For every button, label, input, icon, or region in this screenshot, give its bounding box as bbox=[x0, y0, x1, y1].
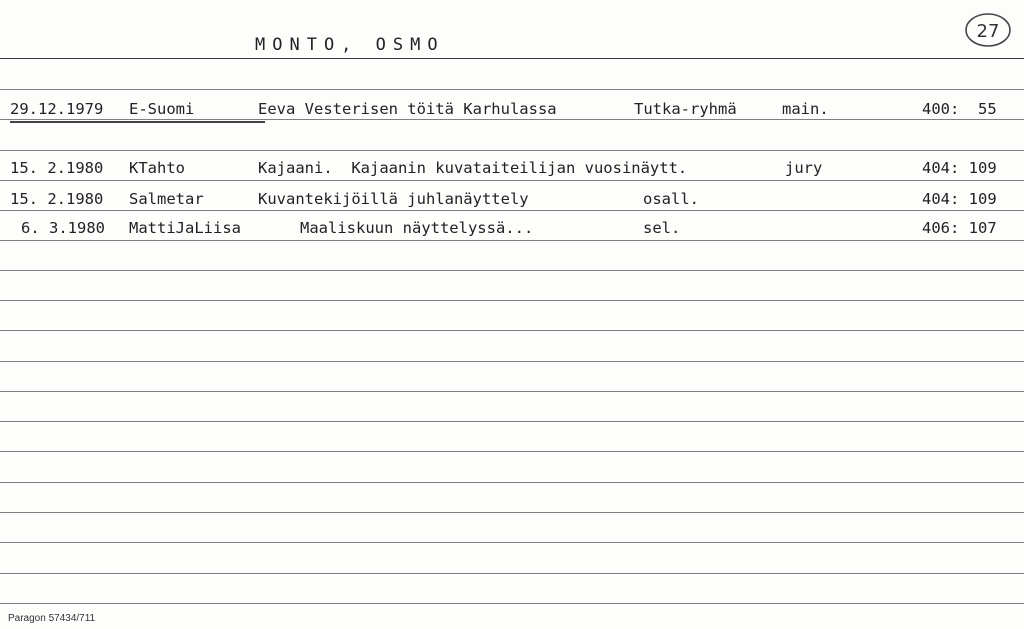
rule-line bbox=[0, 210, 1024, 211]
entry-reference: 400: 55 bbox=[922, 100, 997, 118]
entry-reference: 406: 107 bbox=[922, 219, 997, 237]
rule-line bbox=[0, 300, 1024, 301]
rule-line bbox=[0, 330, 1024, 331]
entry-date: 15. 2.1980 bbox=[10, 159, 104, 177]
rule-line bbox=[0, 421, 1024, 422]
card-number-text: 27 bbox=[976, 21, 1000, 42]
rule-line bbox=[0, 361, 1024, 362]
entry-date: 6. 3.1980 bbox=[21, 219, 105, 237]
entry-title: Eeva Vesterisen töitä Karhulassa bbox=[258, 100, 557, 118]
entry-date: 15. 2.1980 bbox=[10, 190, 104, 208]
entry-reference: 404: 109 bbox=[922, 190, 997, 208]
entry-source: Salmetar bbox=[129, 190, 204, 208]
rule-line bbox=[0, 391, 1024, 392]
card-number-stamp bbox=[962, 12, 1012, 48]
rule-line bbox=[0, 240, 1024, 241]
entry-reference: 404: 109 bbox=[922, 159, 997, 177]
rule-line bbox=[0, 270, 1024, 271]
entry-title: Maaliskuun näyttelyssä... bbox=[300, 219, 534, 237]
entry-date: 29.12.1979 bbox=[10, 100, 104, 118]
rule-line bbox=[0, 119, 1024, 120]
form-code: Paragon 57434/711 bbox=[8, 613, 96, 624]
rule-line bbox=[0, 573, 1024, 574]
rule-line bbox=[0, 542, 1024, 543]
entry-source: KTahto bbox=[129, 159, 185, 177]
entry-source: MattiJaLiisa bbox=[129, 219, 241, 237]
card-title: MONTO, OSMO bbox=[255, 35, 445, 55]
rule-line bbox=[0, 451, 1024, 452]
entry-title: Kajaani. Kajaanin kuvataiteilijan vuosinäytt. bbox=[258, 159, 688, 177]
rule-line bbox=[0, 58, 1024, 59]
entry-role: jury bbox=[785, 159, 823, 177]
entry-extra: Tutka-ryhmä bbox=[634, 100, 737, 118]
rule-line bbox=[0, 603, 1024, 604]
rule-line bbox=[0, 180, 1024, 181]
underline-mark bbox=[10, 121, 265, 123]
entry-role: osall. bbox=[643, 190, 699, 208]
entry-role: main. bbox=[782, 100, 829, 118]
entry-source: E-Suomi bbox=[129, 100, 195, 118]
rule-line bbox=[0, 150, 1024, 151]
rule-line bbox=[0, 482, 1024, 483]
rule-line bbox=[0, 89, 1024, 90]
rule-line bbox=[0, 512, 1024, 513]
entry-title: Kuvantekijöillä juhlanäyttely bbox=[258, 190, 529, 208]
entry-role: sel. bbox=[643, 219, 681, 237]
